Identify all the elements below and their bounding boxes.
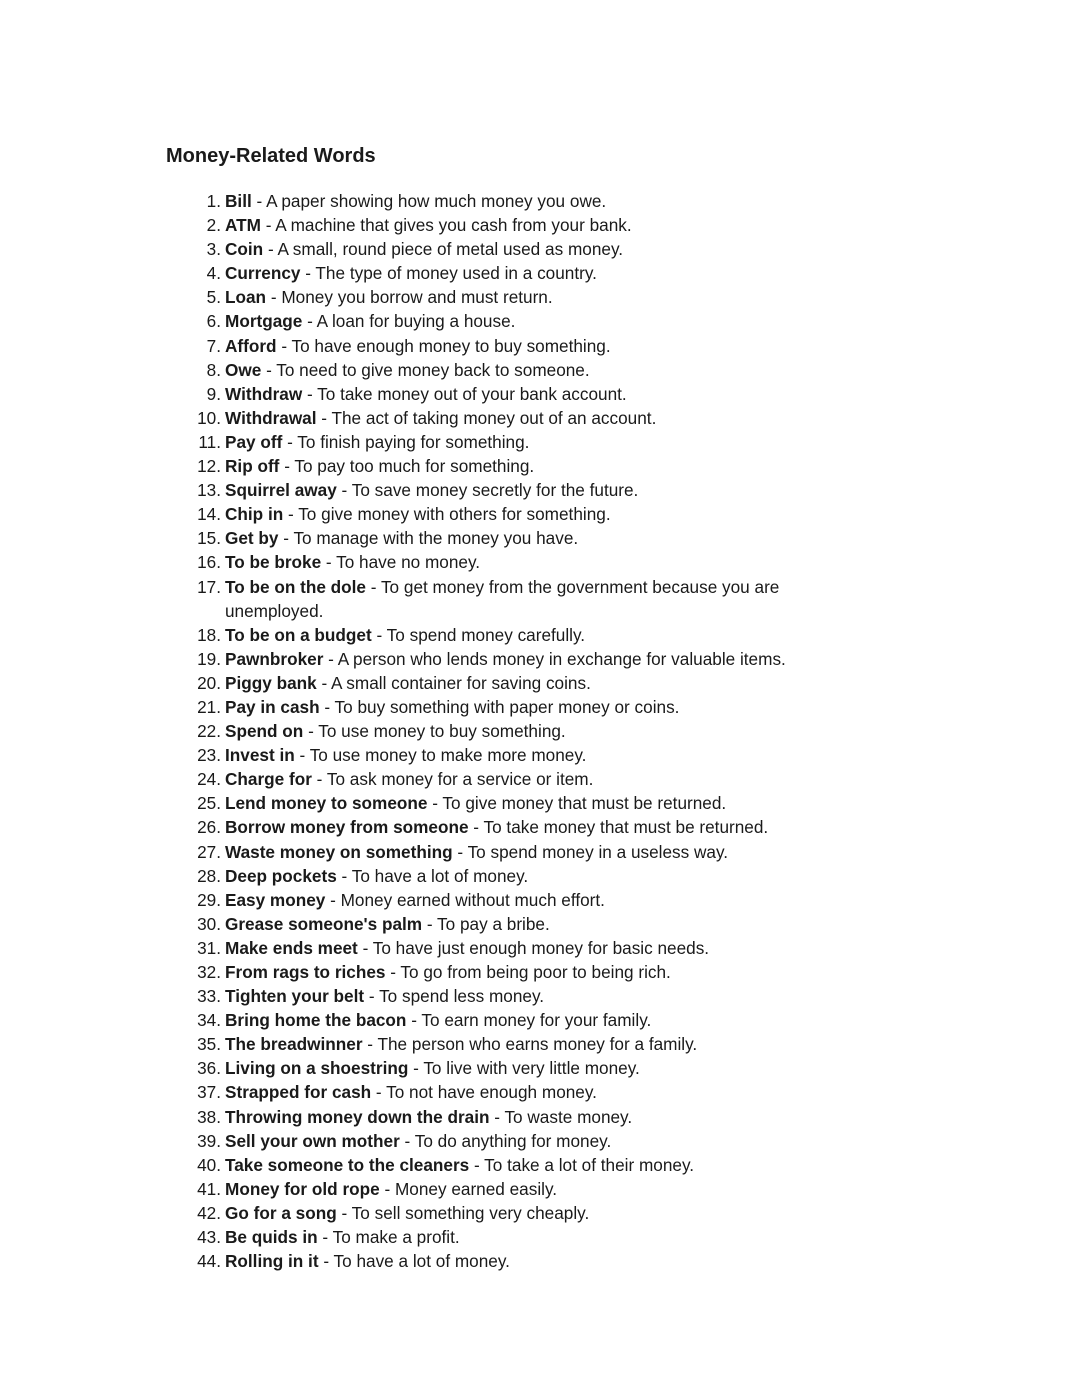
item-definition: - To need to give money back to someone. [261,359,590,380]
item-number: 12. [197,456,221,477]
item-text [225,1201,835,1225]
list-item [0,382,1080,406]
item-term: Money for old rope [225,1178,380,1199]
item-term: Rolling in it [225,1251,319,1272]
item-term: To be on the dole [225,576,366,597]
list-item [0,309,1080,333]
list-item [0,1032,1080,1056]
item-text [225,767,835,791]
item-text [225,575,835,623]
list-item [0,1177,1080,1201]
item-text [225,815,835,839]
item-number: 8. [206,359,221,380]
list-item [0,1129,1080,1153]
list-item [0,936,1080,960]
item-text [225,984,835,1008]
item-text [225,695,835,719]
item-definition: - To spend money carefully. [371,624,586,645]
list-item [0,1056,1080,1080]
item-term: From rags to riches [225,962,386,982]
list-item [0,526,1080,550]
item-term: Loan [225,287,267,308]
list-item [0,502,1080,526]
item-text [225,189,835,213]
item-term: Tighten your belt [225,986,365,1007]
item-text [225,334,835,358]
list-item [0,1201,1080,1225]
item-term: Coin [225,239,264,260]
list-item [0,960,1080,984]
item-text [225,1129,835,1153]
item-term: Sell your own mother [225,1130,400,1151]
item-term: Pay in cash [225,696,320,717]
item-definition: - To spend money in a useless way. [452,841,729,862]
item-text [225,864,835,888]
item-text [225,1249,835,1273]
item-term: Piggy bank [225,672,317,693]
item-text [225,1056,835,1080]
item-text [225,647,835,671]
list-item [0,1249,1080,1273]
list-item [0,334,1080,358]
item-text [225,1153,835,1177]
item-text [225,261,835,285]
item-definition: - To ask money for a service or item. [311,769,594,790]
item-number: 7. [206,335,221,356]
list-item [0,743,1080,767]
item-term: Get by [225,528,279,549]
item-definition: - To have just enough money for basic needs. [357,937,710,958]
item-definition: - To have enough money to buy something. [276,335,611,356]
item-text [225,526,835,550]
item-term: Borrow money from someone [225,817,469,838]
item-definition: - To earn money for your family. [406,1010,652,1031]
item-text [225,1080,835,1104]
item-number: 27. [197,841,221,862]
item-definition: - To live with very little money. [408,1058,640,1079]
item-term: Rip off [225,456,280,477]
item-text [225,213,835,237]
item-term: Currency [225,263,301,284]
list-item [0,864,1080,888]
list-item [0,888,1080,912]
list-item [0,695,1080,719]
item-definition: - A person who lends money in exchange for valuable items. [323,648,786,669]
list-item [0,454,1080,478]
item-term: Owe [225,359,262,380]
item-number: 23. [197,745,221,766]
item-term: Pay off [225,431,283,452]
item-text [225,671,835,695]
item-term: Deep pockets [225,865,337,886]
item-term: Invest in [225,745,295,766]
item-number: 3. [206,239,221,260]
item-number: 5. [206,287,221,308]
item-text [225,309,835,333]
item-term: Afford [225,335,277,356]
item-definition: - To pay too much for something. [279,456,535,477]
list-item [0,213,1080,237]
item-term: Withdrawal [225,407,317,428]
item-number: 42. [197,1202,221,1223]
item-number: 4. [206,263,221,284]
item-term: Charge for [225,769,312,790]
item-term: Take someone to the cleaners [225,1154,470,1175]
item-number: 19. [197,648,221,669]
item-number: 31. [197,937,221,958]
item-term: Bring home the bacon [225,1010,407,1031]
list-item [0,623,1080,647]
item-definition: - A small container for saving coins. [316,672,591,693]
list-item [0,1080,1080,1104]
list-item [0,575,1080,623]
item-definition: - A paper showing how much money you owe. [251,191,607,211]
item-term: The breadwinner [225,1034,363,1055]
item-definition: - To buy something with paper money or coins. [319,696,680,717]
item-text [225,454,835,478]
item-definition: - To sell something very cheaply. [336,1202,590,1223]
list-item [0,671,1080,695]
item-definition: - To take money out of your bank account. [302,383,627,404]
item-number: 30. [197,913,221,934]
item-text [225,912,835,936]
item-text [225,840,835,864]
list-item [0,1153,1080,1177]
item-text [225,502,835,526]
item-number: 24. [197,769,221,790]
item-number: 10. [197,407,221,428]
item-definition: - To have a lot of money. [336,865,529,886]
item-number: 11. [198,431,221,452]
item-definition: - The person who earns money for a family. [362,1034,698,1055]
list-item [0,1105,1080,1129]
item-definition: - To make a profit. [317,1227,460,1248]
item-definition: - Money earned without much effort. [325,889,605,910]
item-number: 44. [197,1251,221,1272]
item-text [225,936,835,960]
item-text [225,358,835,382]
item-term: Spend on [225,721,304,742]
item-number: 28. [197,865,221,886]
item-text [225,719,835,743]
item-number: 34. [197,1010,221,1031]
item-definition: - Money you borrow and must return. [266,287,553,308]
item-text [225,1032,835,1056]
item-number: 37. [197,1082,221,1103]
list-item [0,815,1080,839]
item-term: Mortgage [225,311,303,332]
item-term: To be on a budget [225,624,372,645]
item-number: 32. [197,962,221,982]
list-item [0,189,1080,213]
item-text [225,382,835,406]
item-text [225,1008,835,1032]
item-definition: - To take money that must be returned. [468,817,769,838]
item-text [225,743,835,767]
item-text [225,888,835,912]
item-definition: - To finish paying for something. [282,431,530,452]
item-term: Bill [225,191,252,211]
item-number: 20. [197,672,221,693]
item-text [225,791,835,815]
item-definition: - To manage with the money you have. [278,528,579,549]
list-item [0,406,1080,430]
item-term: Strapped for cash [225,1082,372,1103]
item-number: 1. [206,191,221,211]
item-definition: - To have no money. [321,552,481,573]
item-number: 22. [197,721,221,742]
item-definition: - To take a lot of their money. [469,1154,695,1175]
document-title: Money-Related Words [166,145,376,167]
item-number: 9. [206,383,221,404]
list-item [0,430,1080,454]
item-definition: - To do anything for money. [399,1130,612,1151]
item-term: Easy money [225,889,326,910]
item-term: Throwing money down the drain [225,1106,490,1127]
item-term: Withdraw [225,383,303,404]
list-item [0,285,1080,309]
item-text [225,430,835,454]
item-term: Grease someone's palm [225,913,423,934]
list-item [0,719,1080,743]
item-number: 25. [197,793,221,814]
item-term: Make ends meet [225,937,358,958]
list-item [0,912,1080,936]
list-item [0,237,1080,261]
item-text [225,1225,835,1249]
item-text [225,406,835,430]
item-term: ATM [225,215,261,236]
term-list [0,189,1080,1273]
item-text [225,237,835,261]
item-term: To be broke [225,552,322,573]
item-definition: - To get money from the government because you are unemployed. [225,576,780,621]
item-definition: - To go from being poor to being rich. [385,962,671,982]
item-definition: - A small, round piece of metal used as money. [263,239,624,260]
item-number: 21. [197,696,221,717]
item-number: 29. [197,889,221,910]
item-number: 36. [197,1058,221,1079]
item-definition: - To save money secretly for the future. [336,480,639,501]
item-number: 15. [197,528,221,549]
list-item [0,1008,1080,1032]
item-text [225,1105,835,1129]
item-text [225,550,835,574]
list-item [0,767,1080,791]
item-definition: - To give money with others for something. [283,504,611,525]
list-item [0,358,1080,382]
item-text [225,285,835,309]
item-number: 6. [206,311,221,332]
item-number: 2. [206,215,221,236]
item-term: Living on a shoestring [225,1058,409,1079]
item-term: Be quids in [225,1227,318,1248]
item-definition: - The act of taking money out of an account. [316,407,657,428]
item-number: 41. [197,1178,221,1199]
list-item [0,478,1080,502]
item-text [225,623,835,647]
item-number: 33. [197,986,221,1007]
item-definition: - To give money that must be returned. [427,793,727,814]
item-definition: - A loan for buying a house. [302,311,516,332]
item-definition: - Money earned easily. [379,1178,558,1199]
item-term: Pawnbroker [225,648,324,669]
list-item [0,550,1080,574]
item-number: 38. [197,1106,221,1127]
item-number: 26. [197,817,221,838]
list-item [0,840,1080,864]
item-number: 39. [197,1130,221,1151]
item-definition: - To pay a bribe. [422,913,550,934]
item-number: 35. [197,1034,221,1055]
item-term: Squirrel away [225,480,337,501]
item-definition: - To not have enough money. [371,1082,597,1103]
item-number: 13. [197,480,221,501]
item-number: 14. [197,504,221,525]
item-number: 43. [197,1227,221,1248]
list-item [0,647,1080,671]
item-definition: - To use money to make more money. [294,745,587,766]
item-number: 40. [197,1154,221,1175]
item-term: Waste money on something [225,841,453,862]
item-definition: - To have a lot of money. [318,1251,510,1272]
list-item [0,984,1080,1008]
item-text [225,960,835,984]
item-definition: - To use money to buy something. [303,721,566,742]
item-text [225,1177,835,1201]
item-term: Go for a song [225,1202,337,1223]
item-term: Lend money to someone [225,793,428,814]
item-term: Chip in [225,504,284,525]
item-definition: - To waste money. [489,1106,633,1127]
item-number: 16. [197,552,221,573]
list-item [0,261,1080,285]
item-number: 18. [197,624,221,645]
item-text [225,478,835,502]
item-definition: - To spend less money. [364,986,545,1007]
list-item [0,1225,1080,1249]
item-definition: - The type of money used in a country. [300,263,597,284]
item-definition: - A machine that gives you cash from your bank. [260,215,632,236]
item-number: 17. [197,576,221,597]
list-item [0,791,1080,815]
